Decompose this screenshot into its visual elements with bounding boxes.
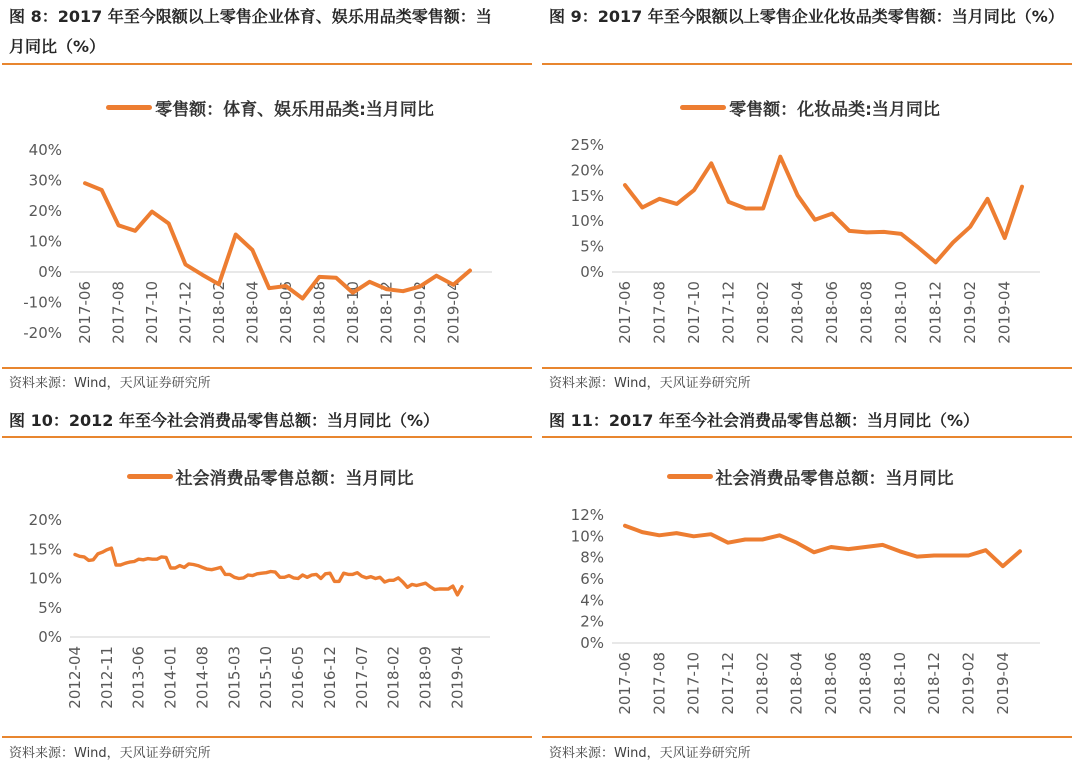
y-tick-label: 0% xyxy=(38,628,62,646)
figure-8-title: 图 8：2017 年至今限额以上零售企业体育、娱乐用品类零售额：当月同比（%） xyxy=(9,7,492,56)
y-tick-label: 0% xyxy=(38,263,62,281)
x-tick-label: 2017-12 xyxy=(719,281,738,344)
x-tick-label: 2017-08 xyxy=(650,281,669,344)
figure-8-panel xyxy=(0,0,540,400)
x-tick-label: 2018-06 xyxy=(823,281,842,344)
legend-line-swatch xyxy=(127,474,173,479)
x-tick-label: 2017-12 xyxy=(176,281,195,344)
x-tick-label: 2018-02 xyxy=(753,651,772,715)
y-tick-label: 4% xyxy=(580,591,604,610)
x-tick-label: 2018-02 xyxy=(384,646,403,709)
x-tick-label: 2018-04 xyxy=(243,281,262,344)
x-tick-label: 2018-06 xyxy=(276,281,295,344)
legend-label: 社会消费品零售总额：当月同比 xyxy=(175,468,414,489)
x-tick-label: 2016-05 xyxy=(289,646,308,709)
x-tick-label: 2018-08 xyxy=(857,281,876,344)
y-tick-label: 40% xyxy=(28,141,62,159)
x-tick-label: 2019-02 xyxy=(410,281,429,344)
figure-9-line-chart xyxy=(540,130,1080,365)
x-tick-label: 2019-04 xyxy=(993,651,1012,715)
source-note: 资料来源：Wind，天风证券研究所 xyxy=(549,746,751,761)
title-divider xyxy=(542,63,1072,65)
y-tick-label: 12% xyxy=(570,506,604,524)
x-tick-label: 2017-10 xyxy=(684,651,703,715)
x-tick-label: 2018-12 xyxy=(925,651,944,715)
source-divider xyxy=(2,367,532,369)
figure-10-panel xyxy=(0,400,540,777)
y-tick-label: 25% xyxy=(570,136,604,154)
series-line xyxy=(625,526,1020,567)
figure-9-panel xyxy=(540,0,1080,400)
x-tick-label: 2018-12 xyxy=(926,281,945,344)
y-tick-label: 0% xyxy=(580,633,604,652)
figure-9-legend xyxy=(540,95,1080,119)
x-tick-label: 2017-07 xyxy=(352,646,371,709)
x-tick-label: 2018-10 xyxy=(343,281,362,344)
x-tick-label: 2017-08 xyxy=(650,651,669,715)
title-divider xyxy=(2,63,532,65)
x-tick-label: 2017-06 xyxy=(76,281,94,344)
y-tick-label: 20% xyxy=(570,161,604,180)
x-tick-label: 2017-10 xyxy=(685,281,704,344)
x-tick-label: 2017-10 xyxy=(142,281,161,344)
x-tick-label: 2018-08 xyxy=(310,281,329,344)
x-tick-label: 2018-12 xyxy=(377,281,396,344)
source-note: 资料来源：Wind，天风证券研究所 xyxy=(549,376,751,391)
y-tick-label: 5% xyxy=(38,598,62,617)
x-tick-label: 2018-04 xyxy=(787,651,806,715)
x-tick-label: 2012-11 xyxy=(97,646,116,709)
y-tick-label: 20% xyxy=(28,202,62,220)
legend-label: 零售额：化妆品类:当月同比 xyxy=(729,99,940,120)
series-line xyxy=(625,157,1022,263)
legend-label: 社会消费品零售总额：当月同比 xyxy=(715,468,954,489)
x-tick-label: 2012-04 xyxy=(66,646,84,709)
x-tick-label: 2018-06 xyxy=(822,651,841,715)
figure-11-line-chart xyxy=(540,500,1080,735)
y-tick-label: 15% xyxy=(570,186,604,205)
y-tick-label: 0% xyxy=(580,263,604,281)
x-tick-label: 2015-03 xyxy=(225,646,244,709)
y-tick-label: 10% xyxy=(570,527,604,546)
x-tick-label: 2015-10 xyxy=(257,646,276,709)
series-line xyxy=(75,548,462,595)
figure-10-title: 图 10：2012 年至今社会消费品零售总额：当月同比（%） xyxy=(9,411,439,430)
y-tick-label: 20% xyxy=(28,511,62,529)
source-divider xyxy=(2,736,532,738)
y-tick-label: -20% xyxy=(23,324,62,342)
x-tick-label: 2019-02 xyxy=(961,281,980,344)
y-tick-label: 10% xyxy=(28,232,62,251)
x-tick-label: 2017-06 xyxy=(616,651,634,715)
source-note: 资料来源：Wind，天风证券研究所 xyxy=(9,746,211,761)
x-tick-label: 2018-10 xyxy=(890,651,909,715)
legend-line-swatch xyxy=(680,105,726,110)
source-divider xyxy=(542,736,1072,738)
x-tick-label: 2017-12 xyxy=(719,651,738,715)
y-tick-label: 10% xyxy=(570,212,604,231)
x-tick-label: 2018-04 xyxy=(788,281,807,344)
x-tick-label: 2018-08 xyxy=(856,651,875,715)
y-tick-label: 8% xyxy=(580,548,604,567)
x-tick-label: 2019-02 xyxy=(959,651,978,715)
figure-9-title: 图 9：2017 年至今限额以上零售企业化妆品类零售额：当月同比（%） xyxy=(549,7,1064,26)
x-tick-label: 2019-04 xyxy=(448,646,467,709)
y-tick-label: 5% xyxy=(580,237,604,256)
x-tick-label: 2018-02 xyxy=(209,281,228,344)
figure-8-legend xyxy=(0,95,540,119)
legend-label: 零售额：体育、娱乐用品类:当月同比 xyxy=(155,99,434,120)
source-divider xyxy=(542,367,1072,369)
y-tick-label: 2% xyxy=(580,612,604,631)
figure-10-line-chart xyxy=(0,500,540,735)
x-tick-label: 2019-04 xyxy=(444,281,463,344)
figure-8-line-chart xyxy=(0,130,540,365)
figure-11-title: 图 11：2017 年至今社会消费品零售总额：当月同比（%） xyxy=(549,411,979,430)
title-divider xyxy=(542,436,1072,438)
legend-line-swatch xyxy=(106,105,152,110)
x-tick-label: 2013-06 xyxy=(129,646,148,709)
x-tick-label: 2018-09 xyxy=(416,646,435,709)
x-tick-label: 2014-08 xyxy=(193,646,212,709)
x-tick-label: 2017-08 xyxy=(109,281,128,344)
y-tick-label: -10% xyxy=(23,293,62,312)
figure-11-panel xyxy=(540,400,1080,777)
figure-10-legend xyxy=(0,464,540,488)
y-tick-label: 30% xyxy=(28,171,62,190)
x-tick-label: 2019-04 xyxy=(995,281,1014,344)
figure-11-legend xyxy=(540,464,1080,488)
x-tick-label: 2018-02 xyxy=(754,281,773,344)
x-tick-label: 2018-10 xyxy=(892,281,911,344)
x-tick-label: 2016-12 xyxy=(320,646,339,709)
legend-line-swatch xyxy=(667,474,713,479)
y-tick-label: 6% xyxy=(580,569,604,588)
y-tick-label: 15% xyxy=(28,540,62,559)
x-tick-label: 2014-01 xyxy=(161,646,180,709)
source-note: 资料来源：Wind，天风证券研究所 xyxy=(9,376,211,391)
x-tick-label: 2017-06 xyxy=(616,281,634,344)
title-divider xyxy=(2,436,532,438)
y-tick-label: 10% xyxy=(28,569,62,588)
